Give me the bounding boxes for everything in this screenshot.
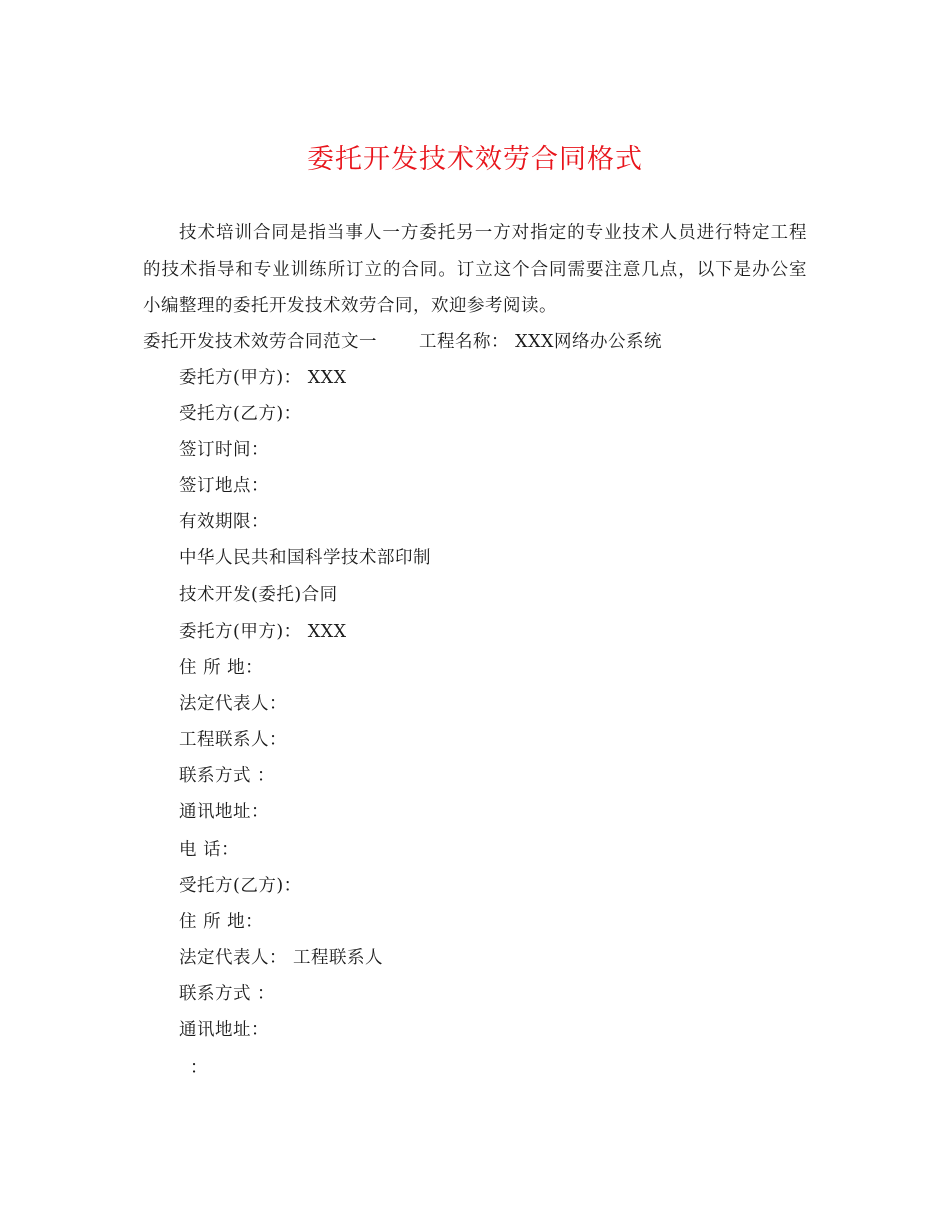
field-signing-place: 签订地点： bbox=[179, 476, 269, 496]
field-contact-method-b: 联系方式 ： bbox=[179, 984, 276, 1004]
field-principal-party-a: 委托方(甲方)： XXX bbox=[179, 368, 347, 388]
field-principal-party-a-2: 委托方(甲方)： XXX bbox=[179, 622, 347, 642]
sample-heading: 委托开发技术效劳合同范文一 工程名称： XXX网络办公系统 bbox=[143, 332, 662, 352]
field-phone-a: 电 话： bbox=[179, 840, 240, 860]
field-mailing-address-b: 通讯地址： bbox=[179, 1020, 269, 1040]
document-title: 委托开发技术效劳合同格式 bbox=[307, 144, 643, 175]
trailing-colon: ： bbox=[190, 1058, 208, 1078]
field-trustee-party-b-2: 受托方(乙方)： bbox=[179, 876, 302, 896]
field-project-contact-a: 工程联系人： bbox=[179, 730, 287, 750]
field-signing-time: 签订时间： bbox=[179, 440, 269, 460]
intro-paragraph: 技术培训合同是指当事人一方委托另一方对指定的专业技术人员进行特定工程的技术指导和专业训练所订立的合同。订立这个合同需要注意几点，以下是办公室小编整理的委托开发技术效劳合同，欢迎参考阅读。 bbox=[143, 223, 807, 316]
field-address-a: 住 所 地： bbox=[179, 658, 264, 678]
field-legal-rep-b: 法定代表人： 工程联系人 bbox=[179, 948, 384, 968]
field-legal-rep-a: 法定代表人： bbox=[179, 694, 287, 714]
contract-type-heading: 技术开发(委托)合同 bbox=[179, 585, 338, 605]
field-address-b: 住 所 地： bbox=[179, 912, 264, 932]
field-trustee-party-b: 受托方(乙方)： bbox=[179, 404, 302, 424]
field-contact-method-a: 联系方式 ： bbox=[179, 766, 276, 786]
field-validity-period: 有效期限： bbox=[179, 512, 269, 532]
field-mailing-address-a: 通讯地址： bbox=[179, 802, 269, 822]
printer-line: 中华人民共和国科学技术部印制 bbox=[179, 548, 431, 568]
